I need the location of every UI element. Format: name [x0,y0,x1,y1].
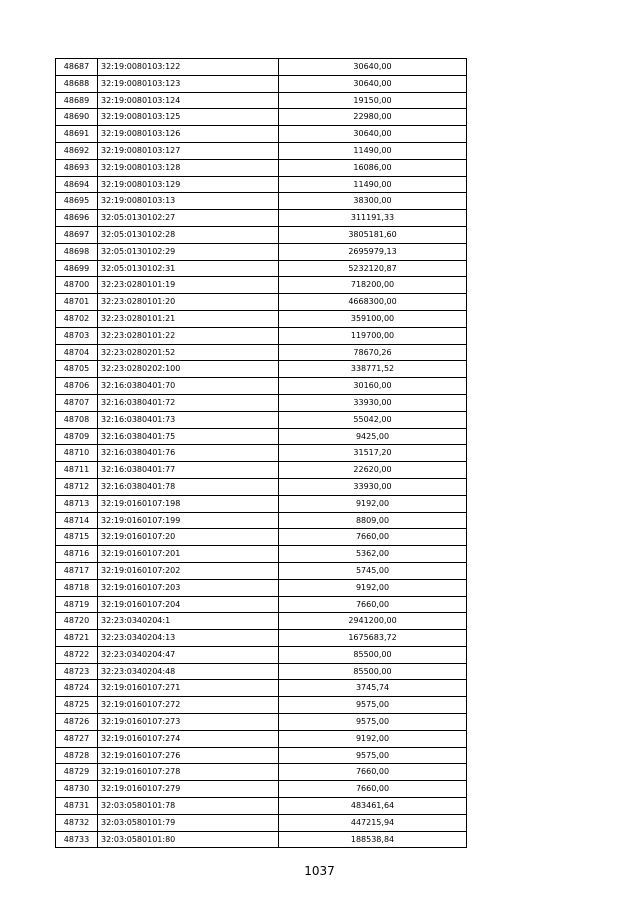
row-number-cell: 48703 [56,327,98,344]
cadastral-number-cell: 32:16:0380401:73 [98,411,279,428]
table-row [56,831,467,848]
table-row [56,814,467,831]
row-number-cell: 48704 [56,344,98,361]
value-cell: 30640,00 [279,59,467,76]
value-cell: 2941200,00 [279,613,467,630]
value-cell: 16086,00 [279,159,467,176]
value-cell: 33930,00 [279,478,467,495]
value-cell: 30640,00 [279,75,467,92]
table-row [56,327,467,344]
row-number-cell: 48691 [56,126,98,143]
row-number-cell: 48690 [56,109,98,126]
table-row [56,142,467,159]
cadastral-number-cell: 32:23:0280101:21 [98,310,279,327]
value-cell: 38300,00 [279,193,467,210]
cadastral-number-cell: 32:23:0280101:20 [98,294,279,311]
table-row [56,378,467,395]
value-cell: 3745,74 [279,680,467,697]
table-row [56,478,467,495]
row-number-cell: 48698 [56,243,98,260]
value-cell: 2695979,13 [279,243,467,260]
table-row [56,92,467,109]
value-cell: 3805181,60 [279,226,467,243]
row-number-cell: 48731 [56,798,98,815]
value-cell: 7660,00 [279,764,467,781]
row-number-cell: 48733 [56,831,98,848]
row-number-cell: 48700 [56,277,98,294]
value-cell: 8809,00 [279,512,467,529]
cadastral-number-cell: 32:23:0280201:52 [98,344,279,361]
row-number-cell: 48715 [56,529,98,546]
cadastral-number-cell: 32:19:0160107:278 [98,764,279,781]
page-number: 1037 [304,864,335,878]
row-number-cell: 48727 [56,730,98,747]
cadastral-number-cell: 32:19:0080103:127 [98,142,279,159]
row-number-cell: 48732 [56,814,98,831]
cadastral-number-cell: 32:16:0380401:72 [98,394,279,411]
table-row [56,243,467,260]
row-number-cell: 48726 [56,714,98,731]
cadastral-number-cell: 32:23:0340204:47 [98,646,279,663]
row-number-cell: 48706 [56,378,98,395]
value-cell: 78670,26 [279,344,467,361]
table-row [56,546,467,563]
table-row [56,75,467,92]
cadastral-number-cell: 32:19:0160107:203 [98,579,279,596]
table-row [56,445,467,462]
table-row [56,613,467,630]
table-row [56,562,467,579]
value-cell: 119700,00 [279,327,467,344]
row-number-cell: 48725 [56,697,98,714]
value-cell: 33930,00 [279,394,467,411]
table-row [56,579,467,596]
row-number-cell: 48692 [56,142,98,159]
table-row [56,798,467,815]
row-number-cell: 48693 [56,159,98,176]
value-cell: 22620,00 [279,462,467,479]
value-cell: 5232120,87 [279,260,467,277]
table-row [56,411,467,428]
table-row [56,176,467,193]
cadastral-number-cell: 32:16:0380401:70 [98,378,279,395]
row-number-cell: 48713 [56,495,98,512]
cadastral-number-cell: 32:16:0380401:78 [98,478,279,495]
cadastral-number-cell: 32:23:0280202:100 [98,361,279,378]
table-row [56,159,467,176]
value-cell: 11490,00 [279,176,467,193]
row-number-cell: 48705 [56,361,98,378]
value-cell: 188538,84 [279,831,467,848]
row-number-cell: 48711 [56,462,98,479]
table-row [56,663,467,680]
cadastral-number-cell: 32:19:0080103:129 [98,176,279,193]
cadastral-number-cell: 32:16:0380401:75 [98,428,279,445]
table-row [56,310,467,327]
value-cell: 9575,00 [279,747,467,764]
table-row [56,747,467,764]
value-cell: 9192,00 [279,730,467,747]
value-cell: 11490,00 [279,142,467,159]
cadastral-number-cell: 32:05:0130102:27 [98,210,279,227]
row-number-cell: 48689 [56,92,98,109]
value-cell: 7660,00 [279,529,467,546]
cadastral-number-cell: 32:03:0580101:80 [98,831,279,848]
cadastral-number-cell: 32:19:0160107:199 [98,512,279,529]
cadastral-number-cell: 32:16:0380401:76 [98,445,279,462]
table-row [56,260,467,277]
cadastral-number-cell: 32:05:0130102:28 [98,226,279,243]
row-number-cell: 48719 [56,596,98,613]
value-cell: 19150,00 [279,92,467,109]
row-number-cell: 48721 [56,630,98,647]
cadastral-number-cell: 32:19:0080103:125 [98,109,279,126]
table-row [56,529,467,546]
cadastral-number-cell: 32:19:0160107:271 [98,680,279,697]
table-row [56,361,467,378]
row-number-cell: 48722 [56,646,98,663]
cadastral-number-cell: 32:19:0160107:276 [98,747,279,764]
table-row [56,462,467,479]
row-number-cell: 48730 [56,781,98,798]
table-body [56,59,467,848]
table-row [56,680,467,697]
row-number-cell: 48688 [56,75,98,92]
table-row [56,210,467,227]
table-row [56,226,467,243]
cadastral-number-cell: 32:23:0340204:13 [98,630,279,647]
value-cell: 9192,00 [279,579,467,596]
table-row [56,630,467,647]
row-number-cell: 48699 [56,260,98,277]
row-number-cell: 48717 [56,562,98,579]
table-row [56,277,467,294]
row-number-cell: 48695 [56,193,98,210]
cadastral-number-cell: 32:19:0080103:13 [98,193,279,210]
table-row [56,714,467,731]
row-number-cell: 48708 [56,411,98,428]
table-row [56,730,467,747]
value-cell: 9575,00 [279,714,467,731]
value-cell: 338771,52 [279,361,467,378]
cadastral-table [55,58,467,848]
table-row [56,495,467,512]
value-cell: 31517,20 [279,445,467,462]
row-number-cell: 48714 [56,512,98,529]
table-row [56,294,467,311]
value-cell: 7660,00 [279,596,467,613]
row-number-cell: 48710 [56,445,98,462]
row-number-cell: 48720 [56,613,98,630]
value-cell: 22980,00 [279,109,467,126]
value-cell: 5745,00 [279,562,467,579]
row-number-cell: 48694 [56,176,98,193]
value-cell: 9575,00 [279,697,467,714]
value-cell: 311191,33 [279,210,467,227]
cadastral-number-cell: 32:19:0080103:128 [98,159,279,176]
cadastral-number-cell: 32:05:0130102:31 [98,260,279,277]
cadastral-number-cell: 32:23:0280101:22 [98,327,279,344]
value-cell: 9192,00 [279,495,467,512]
cadastral-number-cell: 32:16:0380401:77 [98,462,279,479]
cadastral-number-cell: 32:23:0340204:48 [98,663,279,680]
cadastral-number-cell: 32:19:0160107:272 [98,697,279,714]
table-row [56,512,467,529]
cadastral-number-cell: 32:23:0280101:19 [98,277,279,294]
table-row [56,764,467,781]
cadastral-number-cell: 32:19:0080103:126 [98,126,279,143]
value-cell: 4668300,00 [279,294,467,311]
value-cell: 359100,00 [279,310,467,327]
value-cell: 7660,00 [279,781,467,798]
value-cell: 9425,00 [279,428,467,445]
cadastral-number-cell: 32:19:0160107:273 [98,714,279,731]
cadastral-number-cell: 32:23:0340204:1 [98,613,279,630]
row-number-cell: 48696 [56,210,98,227]
cadastral-number-cell: 32:19:0160107:202 [98,562,279,579]
row-number-cell: 48716 [56,546,98,563]
value-cell: 85500,00 [279,663,467,680]
value-cell: 718200,00 [279,277,467,294]
cadastral-number-cell: 32:19:0160107:198 [98,495,279,512]
cadastral-number-cell: 32:19:0080103:122 [98,59,279,76]
cadastral-number-cell: 32:19:0160107:20 [98,529,279,546]
row-number-cell: 48718 [56,579,98,596]
row-number-cell: 48724 [56,680,98,697]
table-row [56,193,467,210]
value-cell: 5362,00 [279,546,467,563]
cadastral-number-cell: 32:19:0080103:124 [98,92,279,109]
row-number-cell: 48728 [56,747,98,764]
cadastral-number-cell: 32:03:0580101:79 [98,814,279,831]
row-number-cell: 48687 [56,59,98,76]
table-row [56,394,467,411]
row-number-cell: 48729 [56,764,98,781]
table-row [56,596,467,613]
row-number-cell: 48712 [56,478,98,495]
value-cell: 30160,00 [279,378,467,395]
value-cell: 1675683,72 [279,630,467,647]
table-row [56,781,467,798]
table-row [56,697,467,714]
table-row [56,109,467,126]
row-number-cell: 48723 [56,663,98,680]
value-cell: 85500,00 [279,646,467,663]
row-number-cell: 48702 [56,310,98,327]
cadastral-number-cell: 32:05:0130102:29 [98,243,279,260]
table-row [56,126,467,143]
cadastral-number-cell: 32:19:0160107:201 [98,546,279,563]
table-row [56,59,467,76]
value-cell: 483461,64 [279,798,467,815]
table-row [56,646,467,663]
row-number-cell: 48701 [56,294,98,311]
cadastral-number-cell: 32:19:0160107:274 [98,730,279,747]
cadastral-number-cell: 32:19:0160107:279 [98,781,279,798]
table-row [56,428,467,445]
cadastral-number-cell: 32:19:0080103:123 [98,75,279,92]
row-number-cell: 48709 [56,428,98,445]
value-cell: 30640,00 [279,126,467,143]
cadastral-number-cell: 32:19:0160107:204 [98,596,279,613]
value-cell: 447215,94 [279,814,467,831]
row-number-cell: 48697 [56,226,98,243]
document-sheet [55,58,466,848]
row-number-cell: 48707 [56,394,98,411]
cadastral-number-cell: 32:03:0580101:78 [98,798,279,815]
value-cell: 55042,00 [279,411,467,428]
table-row [56,344,467,361]
